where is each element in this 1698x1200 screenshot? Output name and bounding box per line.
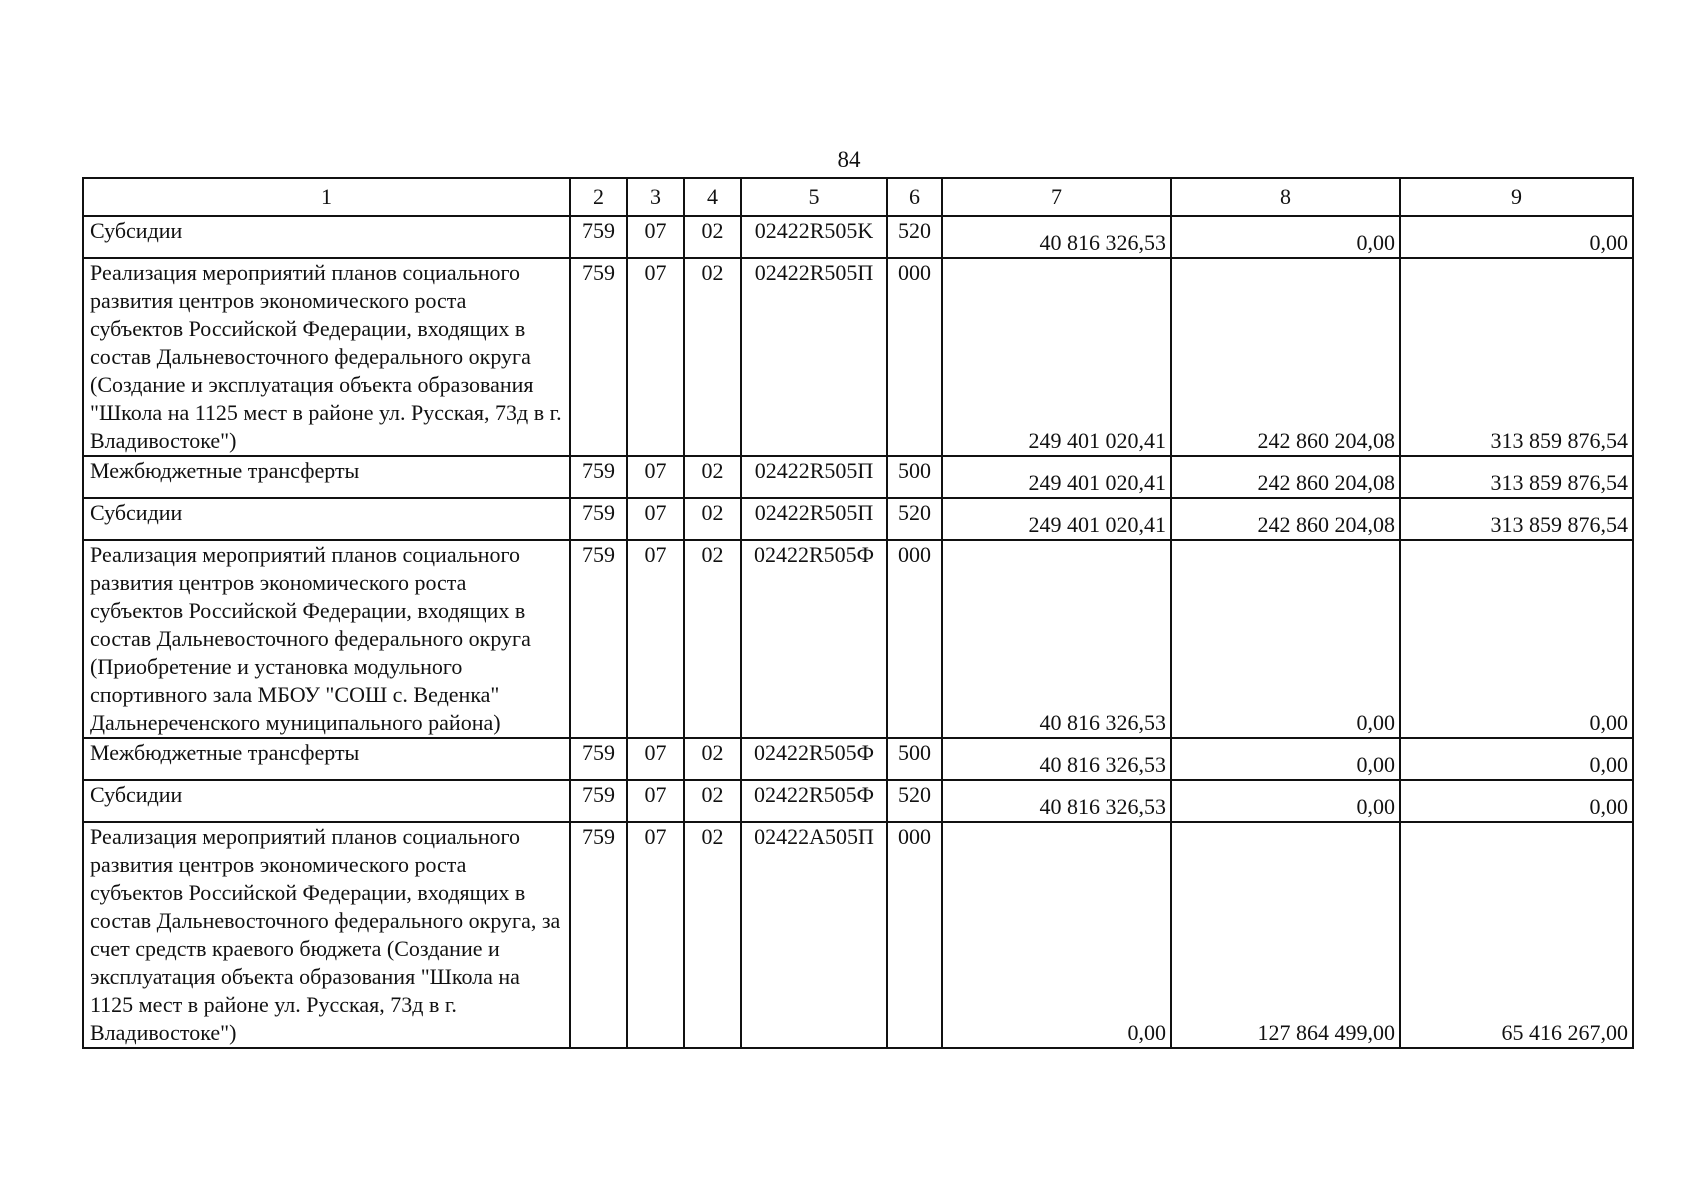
column-number: 9 (1400, 178, 1633, 216)
ministry-code: 759 (570, 258, 627, 456)
column-number-row (83, 178, 1633, 216)
amount-col9: 0,00 (1400, 216, 1633, 258)
expense-type-code: 500 (887, 738, 942, 780)
expense-type-code: 000 (887, 258, 942, 456)
item-name: Субсидии (83, 780, 570, 822)
section-code: 07 (627, 780, 684, 822)
page-number: 84 (837, 147, 861, 172)
target-article-code: 02422R505K (741, 216, 887, 258)
table-row (83, 216, 1633, 258)
amount-col9: 65 416 267,00 (1400, 822, 1633, 1048)
section-code: 07 (627, 456, 684, 498)
amount-col8: 242 860 204,08 (1171, 456, 1400, 498)
ministry-code: 759 (570, 738, 627, 780)
subsection-code: 02 (684, 780, 741, 822)
table-row (83, 822, 1633, 1048)
table-row (83, 456, 1633, 498)
ministry-code: 759 (570, 456, 627, 498)
amount-col9: 313 859 876,54 (1400, 258, 1633, 456)
target-article-code: 02422R505Ф (741, 540, 887, 738)
target-article-code: 02422R505П (741, 498, 887, 540)
target-article-code: 02422A505П (741, 822, 887, 1048)
column-number: 5 (741, 178, 887, 216)
item-name: Межбюджетные трансферты (83, 738, 570, 780)
amount-col8: 242 860 204,08 (1171, 498, 1400, 540)
amount-col8: 0,00 (1171, 738, 1400, 780)
column-number: 6 (887, 178, 942, 216)
expense-type-code: 500 (887, 456, 942, 498)
amount-col7: 249 401 020,41 (942, 258, 1171, 456)
amount-col8: 127 864 499,00 (1171, 822, 1400, 1048)
column-number: 4 (684, 178, 741, 216)
amount-col9: 313 859 876,54 (1400, 498, 1633, 540)
item-name: Субсидии (83, 498, 570, 540)
ministry-code: 759 (570, 822, 627, 1048)
subsection-code: 02 (684, 822, 741, 1048)
expense-type-code: 000 (887, 540, 942, 738)
ministry-code: 759 (570, 540, 627, 738)
target-article-code: 02422R505Ф (741, 780, 887, 822)
subsection-code: 02 (684, 738, 741, 780)
item-name: Реализация мероприятий планов социального развития центров экономического роста субъектов Российской Федерации, входящих в состав Дальневосточного федерального округа (Приобретение и установка модульного спортивного зала МБОУ "СОШ с. Веденка" Дальнереченского муниципального района) (83, 540, 570, 738)
item-name: Субсидии (83, 216, 570, 258)
amount-col7: 249 401 020,41 (942, 456, 1171, 498)
subsection-code: 02 (684, 498, 741, 540)
subsection-code: 02 (684, 216, 741, 258)
column-number: 1 (83, 178, 570, 216)
ministry-code: 759 (570, 780, 627, 822)
subsection-code: 02 (684, 258, 741, 456)
item-name: Реализация мероприятий планов социального развития центров экономического роста субъектов Российской Федерации, входящих в состав Дальневосточного федерального округа (Создание и эксплуатация объекта образования "Школа на 1125 мест в районе ул. Русская, 73д в г. Владивостоке") (83, 258, 570, 456)
item-name: Реализация мероприятий планов социального развития центров экономического роста субъектов Российской Федерации, входящих в состав Дальневосточного федерального округа, за счет средств краевого бюджета (Создание и эксплуатация объекта образования "Школа на 1125 мест в районе ул. Русская, 73д в г. Владивостоке") (83, 822, 570, 1048)
target-article-code: 02422R505Ф (741, 738, 887, 780)
budget-table (82, 177, 1634, 1049)
subsection-code: 02 (684, 456, 741, 498)
subsection-code: 02 (684, 540, 741, 738)
table-row (83, 780, 1633, 822)
column-number: 2 (570, 178, 627, 216)
item-name: Межбюджетные трансферты (83, 456, 570, 498)
expense-type-code: 520 (887, 780, 942, 822)
amount-col9: 313 859 876,54 (1400, 456, 1633, 498)
section-code: 07 (627, 498, 684, 540)
section-code: 07 (627, 216, 684, 258)
amount-col7: 40 816 326,53 (942, 780, 1171, 822)
amount-col8: 0,00 (1171, 216, 1400, 258)
section-code: 07 (627, 258, 684, 456)
section-code: 07 (627, 822, 684, 1048)
amount-col7: 249 401 020,41 (942, 498, 1171, 540)
expense-type-code: 520 (887, 216, 942, 258)
table-row (83, 540, 1633, 738)
section-code: 07 (627, 738, 684, 780)
amount-col7: 40 816 326,53 (942, 216, 1171, 258)
ministry-code: 759 (570, 498, 627, 540)
target-article-code: 02422R505П (741, 258, 887, 456)
amount-col7: 40 816 326,53 (942, 738, 1171, 780)
table-row (83, 498, 1633, 540)
expense-type-code: 520 (887, 498, 942, 540)
amount-col8: 0,00 (1171, 540, 1400, 738)
table-row (83, 738, 1633, 780)
column-number: 3 (627, 178, 684, 216)
table-row (83, 258, 1633, 456)
amount-col7: 0,00 (942, 822, 1171, 1048)
column-number: 8 (1171, 178, 1400, 216)
amount-col9: 0,00 (1400, 780, 1633, 822)
amount-col9: 0,00 (1400, 540, 1633, 738)
ministry-code: 759 (570, 216, 627, 258)
column-number: 7 (942, 178, 1171, 216)
amount-col9: 0,00 (1400, 738, 1633, 780)
expense-type-code: 000 (887, 822, 942, 1048)
amount-col7: 40 816 326,53 (942, 540, 1171, 738)
amount-col8: 242 860 204,08 (1171, 258, 1400, 456)
section-code: 07 (627, 540, 684, 738)
target-article-code: 02422R505П (741, 456, 887, 498)
amount-col8: 0,00 (1171, 780, 1400, 822)
